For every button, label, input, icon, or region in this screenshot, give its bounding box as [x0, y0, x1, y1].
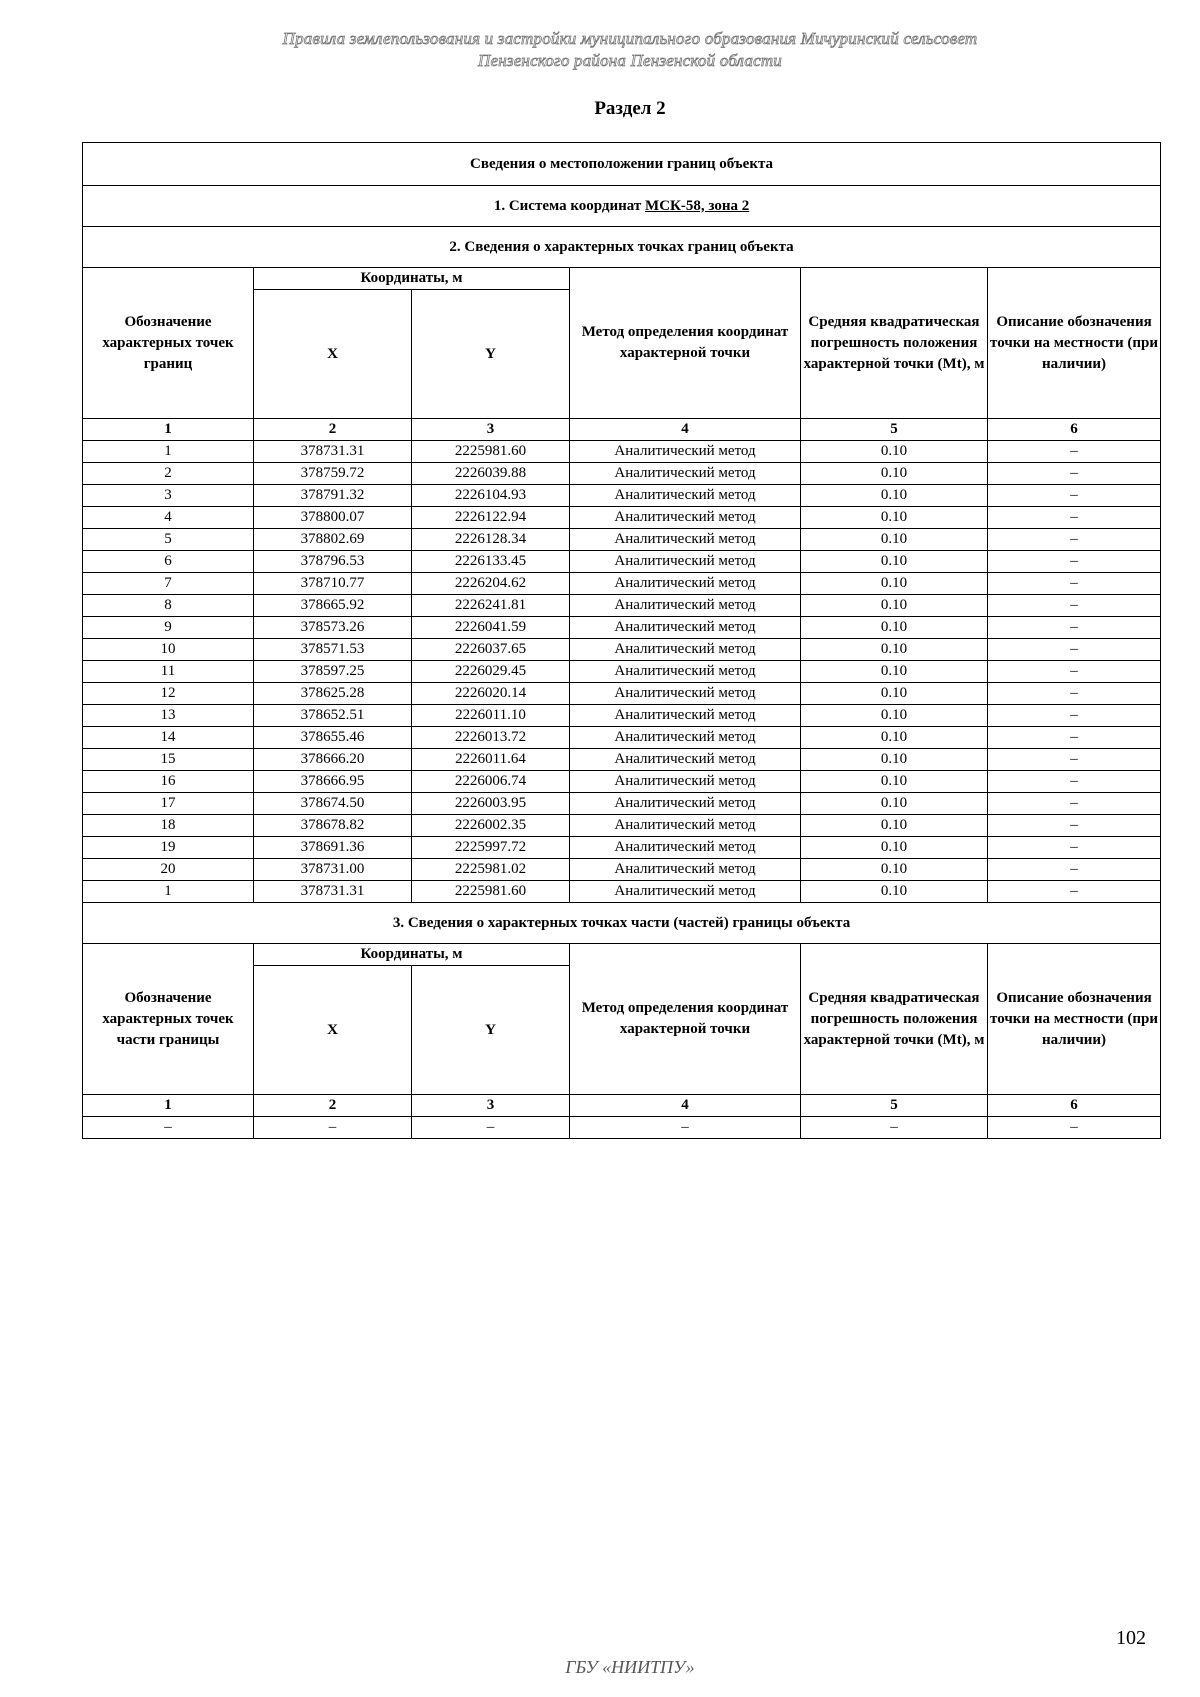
table-cell: 13: [83, 705, 254, 727]
table-cell: 0.10: [801, 441, 988, 463]
table-row: [83, 507, 1161, 529]
table-cell: 2226039.88: [412, 463, 570, 485]
column-number: 1: [83, 419, 254, 441]
column-number: 2: [254, 419, 412, 441]
document-running-header: [0, 28, 1200, 72]
table-cell: Аналитический метод: [570, 485, 801, 507]
table-cell: 12: [83, 683, 254, 705]
table-cell: 15: [83, 749, 254, 771]
table-cell: 378678.82: [254, 815, 412, 837]
table-cell: 2225981.60: [412, 881, 570, 903]
table-cell: 378652.51: [254, 705, 412, 727]
table-cell: 378796.53: [254, 551, 412, 573]
table-cell: 2226122.94: [412, 507, 570, 529]
table-cell: 378625.28: [254, 683, 412, 705]
table-cell: 2226041.59: [412, 617, 570, 639]
table-cell: Аналитический метод: [570, 727, 801, 749]
table-cell: 0.10: [801, 485, 988, 507]
table-cell: 1: [83, 881, 254, 903]
table-cell: –: [988, 639, 1161, 661]
table-cell: 10: [83, 639, 254, 661]
header-description: Описание обозначения точки на местности (при наличии): [988, 268, 1161, 419]
table-cell: Аналитический метод: [570, 617, 801, 639]
table-cell: –: [988, 771, 1161, 793]
table-cell: 2226002.35: [412, 815, 570, 837]
table-row: [83, 617, 1161, 639]
table-cell: 378665.92: [254, 595, 412, 617]
table-row: [83, 1117, 1161, 1139]
table-cell: 20: [83, 859, 254, 881]
table-cell: Аналитический метод: [570, 441, 801, 463]
table-cell: 9: [83, 617, 254, 639]
column-number: 6: [988, 419, 1161, 441]
table-row: [83, 639, 1161, 661]
table-row: [83, 441, 1161, 463]
table-cell: –: [988, 595, 1161, 617]
table-cell: –: [988, 1117, 1161, 1139]
table-cell: 0.10: [801, 705, 988, 727]
table-cell: Аналитический метод: [570, 771, 801, 793]
table-cell: –: [801, 1117, 988, 1139]
table-cell: –: [254, 1117, 412, 1139]
table-cell: Аналитический метод: [570, 551, 801, 573]
table-row: [83, 837, 1161, 859]
table-cell: 0.10: [801, 683, 988, 705]
table-cell: 378791.32: [254, 485, 412, 507]
table-cell: 0.10: [801, 881, 988, 903]
table-cell: 0.10: [801, 573, 988, 595]
table-row: [83, 859, 1161, 881]
table-cell: 3: [83, 485, 254, 507]
part-column-number-row: [83, 1095, 1161, 1117]
table-cell: 2226037.65: [412, 639, 570, 661]
table-cell: Аналитический метод: [570, 837, 801, 859]
column-number: 5: [801, 419, 988, 441]
table-cell: 0.10: [801, 859, 988, 881]
part-header-y: Y: [412, 966, 570, 1095]
header-error: Средняя квадратическая погрешность положения характерной точки (Mt), м: [801, 268, 988, 419]
table-cell: 2225997.72: [412, 837, 570, 859]
section-title: Раздел 2: [594, 98, 666, 119]
part-header-designation: Обозначение характерных точек части границы: [83, 944, 254, 1095]
footer-organization: ГБУ «НИИТПУ»: [565, 1657, 695, 1677]
table-cell: 378666.20: [254, 749, 412, 771]
table-cell: 0.10: [801, 793, 988, 815]
table-cell: 378674.50: [254, 793, 412, 815]
table-cell: 0.10: [801, 661, 988, 683]
table-cell: 2226241.81: [412, 595, 570, 617]
points-section-title: 2. Сведения о характерных точках границ объекта: [83, 227, 1161, 268]
column-number: 4: [570, 419, 801, 441]
table-cell: 0.10: [801, 815, 988, 837]
table-cell: Аналитический метод: [570, 815, 801, 837]
table-cell: 378731.31: [254, 881, 412, 903]
table-cell: 378710.77: [254, 573, 412, 595]
table-cell: 2225981.02: [412, 859, 570, 881]
table-cell: –: [988, 573, 1161, 595]
table-cell: 0.10: [801, 837, 988, 859]
header-method: Метод определения координат характерной точки: [570, 268, 801, 419]
column-number-row: [83, 419, 1161, 441]
table-title: Сведения о местоположении границ объекта: [83, 143, 1161, 186]
table-cell: Аналитический метод: [570, 595, 801, 617]
table-cell: Аналитический метод: [570, 529, 801, 551]
table-row: [83, 485, 1161, 507]
table-cell: –: [988, 837, 1161, 859]
table-cell: Аналитический метод: [570, 463, 801, 485]
table-cell: –: [988, 749, 1161, 771]
table-cell: 1: [83, 441, 254, 463]
table-cell: 2226020.14: [412, 683, 570, 705]
table-cell: –: [988, 793, 1161, 815]
table-cell: Аналитический метод: [570, 859, 801, 881]
table-row: [83, 683, 1161, 705]
table-cell: Аналитический метод: [570, 639, 801, 661]
table-cell: 11: [83, 661, 254, 683]
table-cell: 8: [83, 595, 254, 617]
table-row: [83, 573, 1161, 595]
part-header-description: Описание обозначения точки на местности (при наличии): [988, 944, 1161, 1095]
header-x: X: [254, 290, 412, 419]
table-row: [83, 463, 1161, 485]
page-number: 102: [1116, 1627, 1146, 1649]
boundary-table: [82, 142, 1161, 1139]
table-cell: Аналитический метод: [570, 573, 801, 595]
table-cell: 17: [83, 793, 254, 815]
table-cell: Аналитический метод: [570, 683, 801, 705]
column-number: 6: [988, 1095, 1161, 1117]
table-cell: –: [988, 441, 1161, 463]
table-cell: Аналитический метод: [570, 793, 801, 815]
table-row: [83, 595, 1161, 617]
table-cell: 2226006.74: [412, 771, 570, 793]
header-designation: Обозначение характерных точек границ: [83, 268, 254, 419]
table-row: [83, 793, 1161, 815]
table-cell: 378597.25: [254, 661, 412, 683]
table-cell: 2226204.62: [412, 573, 570, 595]
table-cell: –: [988, 507, 1161, 529]
table-cell: Аналитический метод: [570, 881, 801, 903]
table-cell: –: [412, 1117, 570, 1139]
table-cell: 16: [83, 771, 254, 793]
table-cell: 2226011.64: [412, 749, 570, 771]
table-cell: Аналитический метод: [570, 749, 801, 771]
coordinate-system-row: [83, 186, 1161, 227]
part-header-coordinates: Координаты, м: [254, 944, 570, 966]
part-header-method: Метод определения координат характерной точки: [570, 944, 801, 1095]
table-cell: 378800.07: [254, 507, 412, 529]
part-header-error: Средняя квадратическая погрешность положения характерной точки (Mt), м: [801, 944, 988, 1095]
table-cell: –: [988, 485, 1161, 507]
table-cell: –: [988, 705, 1161, 727]
table-cell: 14: [83, 727, 254, 749]
header-coordinates: Координаты, м: [254, 268, 570, 290]
header-line-2: Пензенского района Пензенской области: [478, 51, 782, 70]
table-row: [83, 727, 1161, 749]
column-number: 1: [83, 1095, 254, 1117]
table-cell: 0.10: [801, 551, 988, 573]
part-header-x: X: [254, 966, 412, 1095]
table-row: [83, 771, 1161, 793]
table-row: [83, 529, 1161, 551]
coordinate-system-label: 1. Система координат: [493, 197, 646, 214]
table-cell: 378731.00: [254, 859, 412, 881]
table-cell: 2226029.45: [412, 661, 570, 683]
table-cell: 0.10: [801, 507, 988, 529]
table-cell: –: [570, 1117, 801, 1139]
table-cell: 2226104.93: [412, 485, 570, 507]
table-row: [83, 705, 1161, 727]
table-cell: 19: [83, 837, 254, 859]
table-row: [83, 551, 1161, 573]
table-cell: –: [988, 463, 1161, 485]
table-cell: 2: [83, 463, 254, 485]
table-cell: 378802.69: [254, 529, 412, 551]
table-cell: 378655.46: [254, 727, 412, 749]
table-cell: –: [988, 661, 1161, 683]
table-cell: 5: [83, 529, 254, 551]
table-cell: 2226013.72: [412, 727, 570, 749]
part-section-title: 3. Сведения о характерных точках части (частей) границы объекта: [83, 903, 1161, 944]
column-number: 4: [570, 1095, 801, 1117]
table-cell: Аналитический метод: [570, 507, 801, 529]
table-cell: –: [83, 1117, 254, 1139]
table-cell: 0.10: [801, 463, 988, 485]
table-cell: Аналитический метод: [570, 661, 801, 683]
column-number: 2: [254, 1095, 412, 1117]
table-cell: 2226133.45: [412, 551, 570, 573]
table-cell: –: [988, 529, 1161, 551]
table-row: [83, 881, 1161, 903]
table-cell: 6: [83, 551, 254, 573]
table-cell: 2225981.60: [412, 441, 570, 463]
table-cell: Аналитический метод: [570, 705, 801, 727]
table-row: [83, 749, 1161, 771]
column-number: 3: [412, 419, 570, 441]
table-cell: 0.10: [801, 529, 988, 551]
table-row: [83, 815, 1161, 837]
table-cell: –: [988, 815, 1161, 837]
table-cell: 378573.26: [254, 617, 412, 639]
table-cell: –: [988, 551, 1161, 573]
table-cell: –: [988, 617, 1161, 639]
table-cell: –: [988, 683, 1161, 705]
table-cell: 0.10: [801, 617, 988, 639]
table-cell: 378666.95: [254, 771, 412, 793]
table-cell: 2226011.10: [412, 705, 570, 727]
column-number: 5: [801, 1095, 988, 1117]
table-cell: 4: [83, 507, 254, 529]
table-cell: 18: [83, 815, 254, 837]
coordinate-system-value: МСК-58, зона 2: [645, 197, 750, 214]
table-cell: 0.10: [801, 639, 988, 661]
table-row: [83, 661, 1161, 683]
table-cell: 2226003.95: [412, 793, 570, 815]
table-cell: 7: [83, 573, 254, 595]
table-cell: 378731.31: [254, 441, 412, 463]
table-cell: 0.10: [801, 749, 988, 771]
table-cell: 378571.53: [254, 639, 412, 661]
table-cell: 2226128.34: [412, 529, 570, 551]
table-cell: –: [988, 881, 1161, 903]
table-cell: 378759.72: [254, 463, 412, 485]
table-cell: –: [988, 859, 1161, 881]
table-cell: 378691.36: [254, 837, 412, 859]
table-cell: –: [988, 727, 1161, 749]
header-y: Y: [412, 290, 570, 419]
header-line-1: Правила землепользования и застройки муниципального образования Мичуринский сельсовет: [282, 29, 978, 48]
table-cell: 0.10: [801, 595, 988, 617]
table-cell: 0.10: [801, 727, 988, 749]
table-cell: 0.10: [801, 771, 988, 793]
column-number: 3: [412, 1095, 570, 1117]
